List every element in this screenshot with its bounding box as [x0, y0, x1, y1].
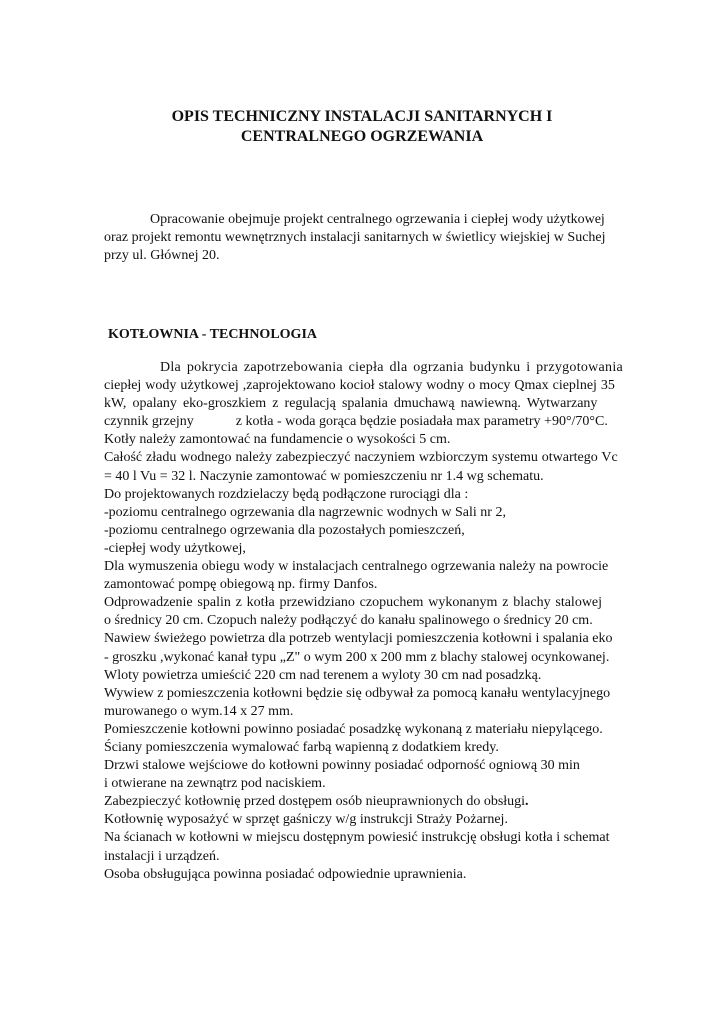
section-heading: KOTŁOWNIA - TECHNOLOGIA — [108, 327, 318, 342]
body-line-08: Do projektowanych rozdzielaczy będą podłączone rurociągi dla : — [104, 486, 469, 502]
body-line-01 — [104, 359, 641, 377]
body-line-04: czynnik grzejny z kotła - woda gorąca będzie posiadała max parametry +90°/70°C. — [104, 414, 608, 430]
body-line-15: o średnicy 20 cm. Czopuch należy podłączyć do kanału spalinowego o średnicy 20 cm. — [104, 613, 593, 629]
body-line-26: Kotłownię wyposażyć w sprzęt gaśniczy w/g instrukcji Straży Pożarnej. — [104, 812, 508, 828]
body-line-25-text: Zabezpieczyć kotłownię przed dostępem osób nieuprawnionych do obsługi — [104, 794, 526, 810]
body-line-19: Wywiew z pomieszczenia kotłowni będzie się odbywał za pomocą kanału wentylacyjnego — [104, 685, 611, 701]
body-line-17: - groszku ,wykonać kanał typu „Z" o wym 200 x 200 mm z blachy stalowej ocynkowanej. — [104, 649, 610, 665]
body-line-02: ciepłej wody użytkowej ,zaprojektowano kocioł stalowy wodny o mocy Qmax cieplnej 35 — [104, 378, 615, 394]
title-line-1: OPIS TECHNICZNY INSTALACJI SANITARNYCH I — [171, 108, 553, 125]
body-line-05: Kotły należy zamontować na fundamencie o wysokości 5 cm. — [104, 432, 451, 448]
title-line-2: CENTRALNEGO OGRZEWANIA — [240, 128, 484, 145]
body-line-11: -ciepłej wody użytkowej, — [104, 540, 246, 556]
body-line-25-period: . — [525, 794, 529, 810]
intro-line-3: przy ul. Głównej 20. — [104, 248, 220, 263]
body-line-14: Odprowadzenie spalin z kotła przewidziano czopuchem wykonanym z blachy stalowej — [104, 595, 603, 611]
body-line-27: Na ścianach w kotłowni w miejscu dostępnym powiesić instrukcję obsługi kotła i schemat — [104, 830, 610, 846]
body-line-28: instalacji i urządzeń. — [104, 848, 220, 864]
intro-line-1 — [104, 211, 644, 229]
body-line-06: Całość zładu wodnego należy zabezpieczyć naczyniem wzbiorczym systemu otwartego Vc — [104, 450, 618, 466]
body-line-13: zamontować pompę obiegową np. firmy Danfos. — [104, 577, 378, 593]
body-text — [104, 359, 641, 884]
intro-paragraph — [104, 211, 644, 265]
body-line-18: Wloty powietrza umieścić 220 cm nad terenem a wyloty 30 cm nad posadzką. — [104, 667, 542, 683]
body-line-23: Drzwi stalowe wejściowe do kotłowni powinny posiadać odporność ogniową 30 min — [104, 758, 580, 774]
body-line-29: Osoba obsługująca powinna posiadać odpowiednie uprawnienia. — [104, 866, 467, 882]
document-title — [0, 107, 724, 147]
body-line-07: = 40 l Vu = 32 l. Naczynie zamontować w pomieszczeniu nr 1.4 wg schematu. — [104, 468, 544, 484]
body-line-03: kW, opalany eko-groszkiem z regulacją spalania dmuchawą nawiewną. Wytwarzany — [104, 396, 598, 412]
body-line-10: -poziomu centralnego ogrzewania dla pozostałych pomieszczeń, — [104, 522, 465, 538]
body-line-09: -poziomu centralnego ogrzewania dla nagrzewnic wodnych w Sali nr 2, — [104, 504, 506, 520]
body-line-21: Pomieszczenie kotłowni powinno posiadać posadzkę wykonaną z materiału niepylącego. — [104, 721, 603, 737]
intro-line-2: oraz projekt remontu wewnętrznych instalacji sanitarnych w świetlicy wiejskiej w Suchej — [104, 230, 606, 245]
body-line-24: i otwierane na zewnątrz pod naciskiem. — [104, 776, 326, 792]
body-line-20: murowanego o wym.14 x 27 mm. — [104, 703, 294, 719]
body-line-16: Nawiew świeżego powietrza dla potrzeb wentylacji pomieszczenia kotłowni i spalania eko — [104, 631, 613, 647]
body-line-25 — [104, 793, 641, 811]
intro-line-1-text: Opracowanie obejmuje projekt centralnego ogrzewania i ciepłej wody użytkowej — [150, 212, 605, 227]
body-line-01-text: Dla pokrycia zapotrzebowania ciepła dla ogrzania budynku i przygotowania — [160, 360, 623, 375]
body-line-22: Ściany pomieszczenia wymalować farbą wapienną z dodatkiem kredy. — [104, 739, 499, 755]
body-line-12: Dla wymuszenia obiegu wody w instalacjach centralnego ogrzewania należy na powrocie — [104, 559, 609, 575]
